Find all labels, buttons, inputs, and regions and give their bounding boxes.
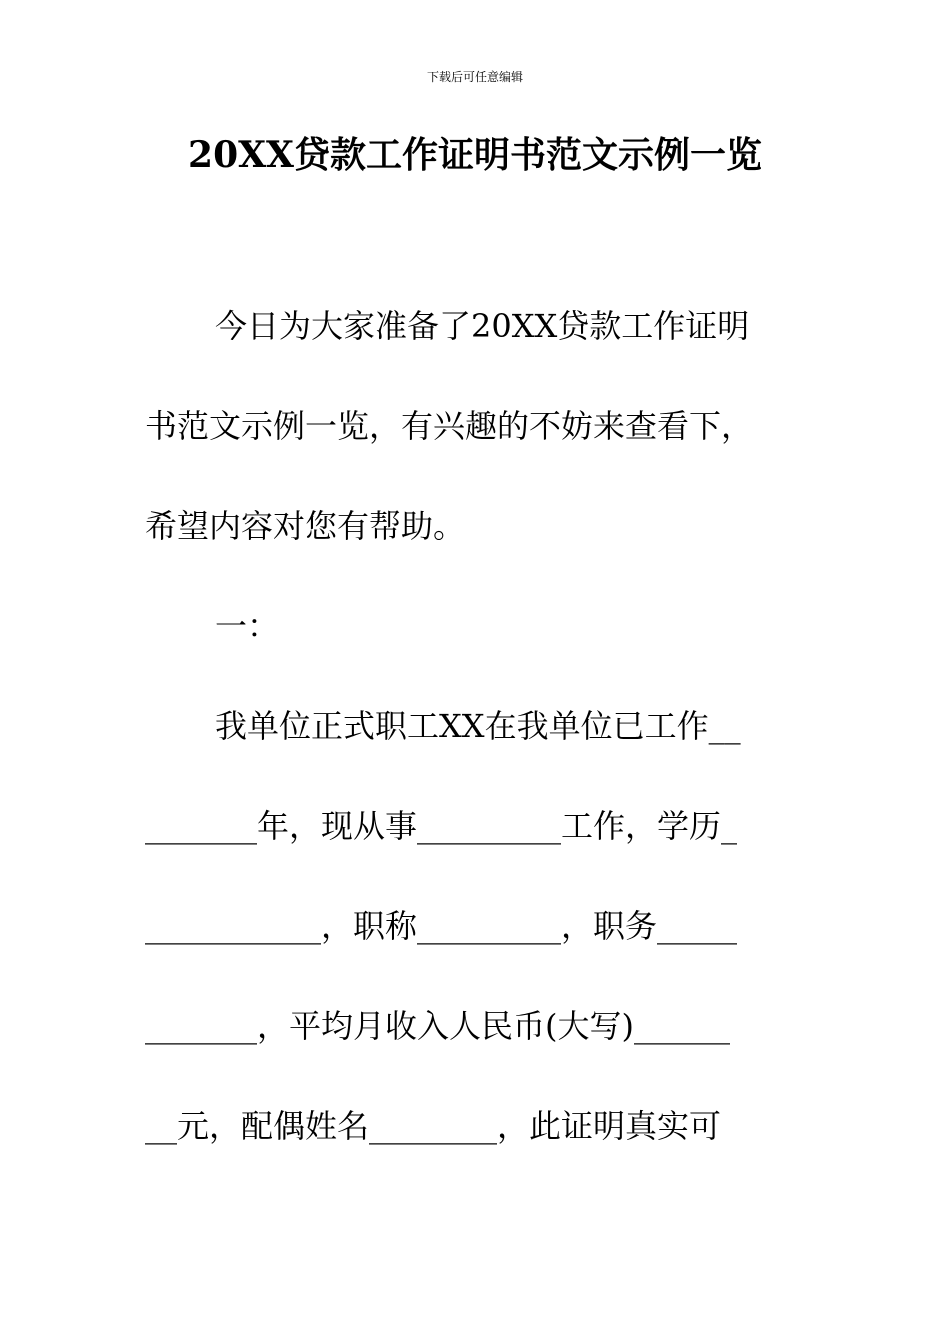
body-line-9: __元，配偶姓名________，此证明真实可	[145, 1107, 722, 1145]
body-line-5: 我单位正式职工XX在我单位已工作__	[215, 707, 741, 745]
body-line-2: 书范文示例一览，有兴趣的不妨来查看下，	[145, 407, 754, 445]
document-title: 20XX贷款工作证明书范文示例一览	[188, 134, 762, 176]
body-line-3: 希望内容对您有帮助。	[145, 507, 466, 545]
section-heading-one: 一：	[215, 607, 280, 645]
body-line-1: 今日为大家准备了20XX贷款工作证明	[215, 307, 750, 345]
body-line-8: _______，平均月收入人民币(大写)______	[145, 1007, 730, 1045]
body-line-7: ___________，职称_________，职务_____	[145, 907, 738, 945]
body-line-6: _______年，现从事_________工作，学历_	[145, 807, 738, 845]
header-note: 下载后可任意编辑	[426, 70, 523, 84]
